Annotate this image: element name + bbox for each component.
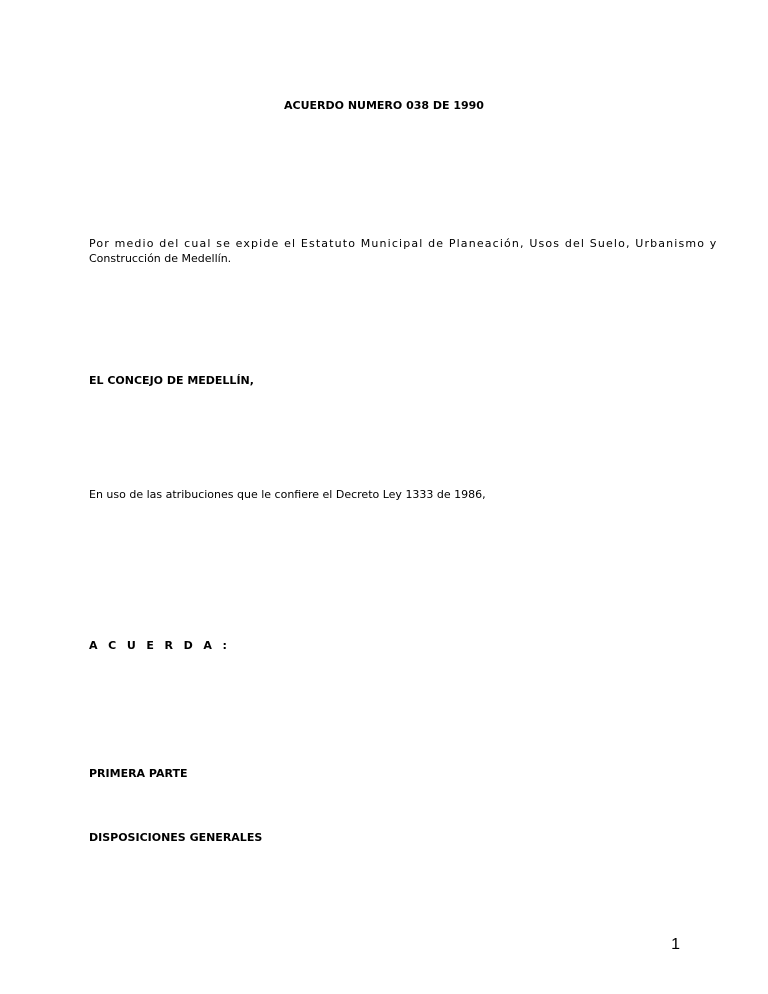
intro-paragraph	[89, 236, 718, 266]
document-title: ACUERDO NUMERO 038 DE 1990	[284, 99, 484, 112]
section-heading: DISPOSICIONES GENERALES	[89, 831, 263, 844]
council-heading: EL CONCEJO DE MEDELLÍN,	[89, 374, 254, 387]
intro-line-1: Por medio del cual se expide el Estatuto Municipal de Planeación, Usos del Suelo, Urbanismo y	[89, 237, 718, 250]
page-number: 1	[671, 936, 680, 953]
agrees-heading: A C U E R D A :	[89, 639, 231, 652]
intro-line-2: Construcción de Medellín.	[89, 252, 232, 265]
authority-paragraph: En uso de las atribuciones que le confiere el Decreto Ley 1333 de 1986,	[89, 488, 486, 501]
part-heading: PRIMERA PARTE	[89, 767, 188, 780]
